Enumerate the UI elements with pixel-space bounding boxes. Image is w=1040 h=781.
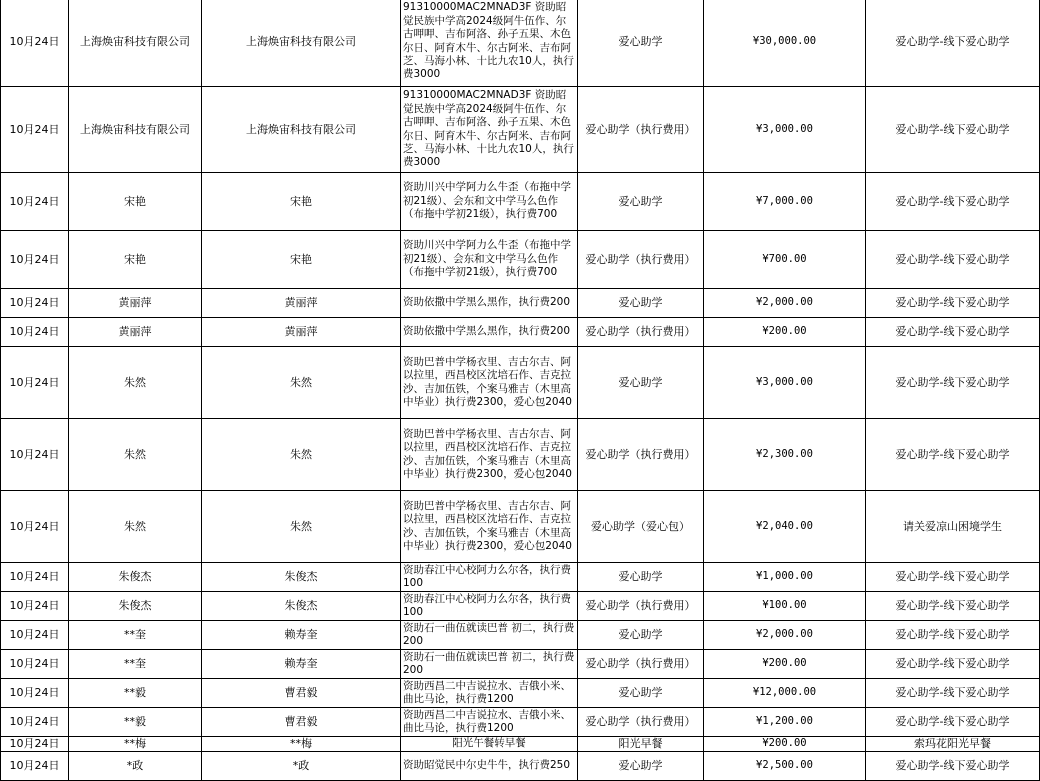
table-row: [1, 737, 1040, 752]
date-cell: 10月24日: [1, 318, 69, 347]
date-cell: 10月24日: [1, 0, 69, 87]
description-text: 资助石一曲伍就读巴普 初二，执行费200: [403, 650, 575, 676]
remark-cell: 爱心助学-线下爱心助学: [866, 621, 1040, 650]
remark-cell: 爱心助学-线下爱心助学: [866, 173, 1040, 231]
date-cell: 10月24日: [1, 173, 69, 231]
donor-cell: **毅: [69, 708, 202, 737]
description-text: 资助春江中心校阿力么尔各，执行费100: [403, 592, 571, 618]
donor-cell: 黄丽萍: [69, 318, 202, 347]
amount-cell: ¥30,000.00: [704, 0, 866, 87]
project-cell: 爱心助学（执行费用）: [578, 592, 704, 621]
date-cell: 10月24日: [1, 650, 69, 679]
table-row: [1, 231, 1040, 289]
name-cell: **梅: [202, 737, 401, 752]
project-cell: 爱心助学: [578, 173, 704, 231]
project-cell: 爱心助学（执行费用）: [578, 650, 704, 679]
remark-cell: 爱心助学-线下爱心助学: [866, 592, 1040, 621]
description-cell: [401, 87, 578, 173]
name-cell: 朱然: [202, 491, 401, 563]
table-row: [1, 289, 1040, 318]
donor-cell: 朱然: [69, 491, 202, 563]
date-cell: 10月24日: [1, 87, 69, 173]
description-text: 91310000MAC2MNAD3F 资助昭觉民族中学高2024级阿牛伍作、尔古呷呷、吉布阿洛、孙子五果、木色尔日、阿育木牛、尔古阿米、吉布阿芝、马海小林、十比九农10人，执行费3000: [403, 89, 574, 169]
remark-cell: 爱心助学-线下爱心助学: [866, 679, 1040, 708]
description-text: 资助依撒中学黑么黑作，执行费200: [403, 296, 571, 309]
amount-cell: ¥1,000.00: [704, 563, 866, 592]
name-cell: 朱俊杰: [202, 592, 401, 621]
table-body: [1, 0, 1040, 780]
donor-cell: 上海焕宙科技有限公司: [69, 0, 202, 87]
table-row: [1, 592, 1040, 621]
name-cell: 赖寿奎: [202, 650, 401, 679]
remark-cell: 索玛花阳光早餐: [866, 737, 1040, 752]
description-cell: [401, 592, 578, 621]
description-cell: [401, 708, 578, 737]
name-cell: 宋艳: [202, 231, 401, 289]
name-cell: 曹君毅: [202, 679, 401, 708]
remark-cell: 爱心助学-线下爱心助学: [866, 708, 1040, 737]
date-cell: 10月24日: [1, 708, 69, 737]
donor-cell: 朱俊杰: [69, 592, 202, 621]
project-cell: 爱心助学: [578, 751, 704, 780]
description-cell: [401, 737, 578, 752]
name-cell: 黄丽萍: [202, 318, 401, 347]
donor-cell: **毅: [69, 679, 202, 708]
date-cell: 10月24日: [1, 751, 69, 780]
amount-cell: ¥200.00: [704, 318, 866, 347]
project-cell: 爱心助学（执行费用）: [578, 318, 704, 347]
date-cell: 10月24日: [1, 563, 69, 592]
description-cell: [401, 347, 578, 419]
name-cell: 朱然: [202, 419, 401, 491]
name-cell: 宋艳: [202, 173, 401, 231]
remark-cell: 爱心助学-线下爱心助学: [866, 289, 1040, 318]
project-cell: 爱心助学（执行费用）: [578, 419, 704, 491]
remark-cell: 爱心助学-线下爱心助学: [866, 419, 1040, 491]
donor-cell: 上海焕宙科技有限公司: [69, 87, 202, 173]
table-row: [1, 87, 1040, 173]
project-cell: 爱心助学: [578, 289, 704, 318]
project-cell: 爱心助学: [578, 347, 704, 419]
donor-cell: 黄丽萍: [69, 289, 202, 318]
amount-cell: ¥1,200.00: [704, 708, 866, 737]
project-cell: 爱心助学（执行费用）: [578, 231, 704, 289]
description-text: 阳光午餐转早餐: [452, 737, 526, 750]
remark-cell: 爱心助学-线下爱心助学: [866, 0, 1040, 87]
amount-cell: ¥2,040.00: [704, 491, 866, 563]
description-text: 资助昭觉民中尔史牛牛，执行费250: [403, 758, 571, 771]
date-cell: 10月24日: [1, 737, 69, 752]
table-row: [1, 347, 1040, 419]
date-cell: 10月24日: [1, 491, 69, 563]
name-cell: *政: [202, 751, 401, 780]
description-cell: [401, 621, 578, 650]
amount-cell: ¥200.00: [704, 737, 866, 752]
table-row: [1, 173, 1040, 231]
table-row: [1, 491, 1040, 563]
amount-cell: ¥7,000.00: [704, 173, 866, 231]
remark-cell: 爱心助学-线下爱心助学: [866, 318, 1040, 347]
donor-cell: **奎: [69, 621, 202, 650]
donor-cell: **奎: [69, 650, 202, 679]
donor-cell: 朱然: [69, 419, 202, 491]
date-cell: 10月24日: [1, 289, 69, 318]
date-cell: 10月24日: [1, 592, 69, 621]
name-cell: 赖寿奎: [202, 621, 401, 650]
project-cell: 爱心助学（执行费用）: [578, 87, 704, 173]
donor-cell: *政: [69, 751, 202, 780]
amount-cell: ¥2,000.00: [704, 289, 866, 318]
date-cell: 10月24日: [1, 621, 69, 650]
description-cell: [401, 173, 578, 231]
project-cell: 阳光早餐: [578, 737, 704, 752]
description-cell: [401, 0, 578, 87]
name-cell: 上海焕宙科技有限公司: [202, 0, 401, 87]
description-cell: [401, 318, 578, 347]
date-cell: 10月24日: [1, 419, 69, 491]
amount-cell: ¥100.00: [704, 592, 866, 621]
table-row: [1, 563, 1040, 592]
description-cell: [401, 419, 578, 491]
description-text: 资助依撒中学黑么黑作，执行费200: [403, 325, 571, 338]
description-cell: [401, 650, 578, 679]
project-cell: 爱心助学（执行费用）: [578, 708, 704, 737]
donor-cell: 宋艳: [69, 173, 202, 231]
table-row: [1, 708, 1040, 737]
description-text: 91310000MAC2MNAD3F 资助昭觉民族中学高2024级阿牛伍作、尔古呷呷、吉布阿洛、孙子五果、木色尔日、阿育木牛、尔古阿米、吉布阿芝、马海小林、十比九农10人，执行费3000: [403, 1, 574, 81]
donor-cell: 朱俊杰: [69, 563, 202, 592]
table-row: [1, 318, 1040, 347]
remark-cell: 爱心助学-线下爱心助学: [866, 751, 1040, 780]
name-cell: 朱然: [202, 347, 401, 419]
amount-cell: ¥3,000.00: [704, 347, 866, 419]
date-cell: 10月24日: [1, 347, 69, 419]
description-text: 资助西昌二中吉说拉水、吉俄小米、曲比马论，执行费1200: [403, 708, 571, 734]
amount-cell: ¥12,000.00: [704, 679, 866, 708]
remark-cell: 爱心助学-线下爱心助学: [866, 87, 1040, 173]
remark-cell: 爱心助学-线下爱心助学: [866, 231, 1040, 289]
amount-cell: ¥2,300.00: [704, 419, 866, 491]
description-text: 资助川兴中学阿力么牛歪（布拖中学初21级）、会东和文中学马么色作（布拖中学初21级），执行费700: [403, 239, 571, 279]
amount-cell: ¥2,500.00: [704, 751, 866, 780]
remark-cell: 爱心助学-线下爱心助学: [866, 347, 1040, 419]
description-cell: [401, 289, 578, 318]
description-cell: [401, 491, 578, 563]
name-cell: 朱俊杰: [202, 563, 401, 592]
amount-cell: ¥2,000.00: [704, 621, 866, 650]
remark-cell: 爱心助学-线下爱心助学: [866, 563, 1040, 592]
description-text: 资助川兴中学阿力么牛歪（布拖中学初21级）、会东和文中学马么色作（布拖中学初21级），执行费700: [403, 181, 571, 221]
description-cell: [401, 563, 578, 592]
remark-cell: 请关爱凉山困境学生: [866, 491, 1040, 563]
remark-cell: 爱心助学-线下爱心助学: [866, 650, 1040, 679]
amount-cell: ¥3,000.00: [704, 87, 866, 173]
amount-cell: ¥200.00: [704, 650, 866, 679]
date-cell: 10月24日: [1, 231, 69, 289]
name-cell: 曹君毅: [202, 708, 401, 737]
donor-cell: 朱然: [69, 347, 202, 419]
description-text: 资助西昌二中吉说拉水、吉俄小米、曲比马论，执行费1200: [403, 679, 571, 705]
description-text: 资助春江中心校阿力么尔各，执行费100: [403, 563, 571, 589]
date-cell: 10月24日: [1, 679, 69, 708]
description-text: 资助巴普中学杨衣里、吉古尔吉、阿以拉里，西昌校区沈培石作、吉克拉沙、吉加伍铁，个案马雅吉（木里高中毕业）执行费2300，爱心包2040: [403, 499, 572, 552]
donor-cell: 宋艳: [69, 231, 202, 289]
table-row: [1, 0, 1040, 87]
project-cell: 爱心助学（爱心包）: [578, 491, 704, 563]
table-row: [1, 621, 1040, 650]
name-cell: 上海焕宙科技有限公司: [202, 87, 401, 173]
name-cell: 黄丽萍: [202, 289, 401, 318]
amount-cell: ¥700.00: [704, 231, 866, 289]
project-cell: 爱心助学: [578, 621, 704, 650]
project-cell: 爱心助学: [578, 679, 704, 708]
description-text: 资助巴普中学杨衣里、吉古尔吉、阿以拉里，西昌校区沈培石作、吉克拉沙、吉加伍铁，个案马雅吉（木里高中毕业）执行费2300，爱心包2040: [403, 355, 572, 408]
description-text: 资助石一曲伍就读巴普 初二，执行费200: [403, 621, 575, 647]
description-cell: [401, 231, 578, 289]
donor-cell: **梅: [69, 737, 202, 752]
table-row: [1, 419, 1040, 491]
description-text: 资助巴普中学杨衣里、吉古尔吉、阿以拉里，西昌校区沈培石作、吉克拉沙、吉加伍铁，个案马雅吉（木里高中毕业）执行费2300，爱心包2040: [403, 427, 572, 480]
project-cell: 爱心助学: [578, 0, 704, 87]
table-row: [1, 679, 1040, 708]
description-cell: [401, 679, 578, 708]
project-cell: 爱心助学: [578, 563, 704, 592]
table-row: [1, 650, 1040, 679]
